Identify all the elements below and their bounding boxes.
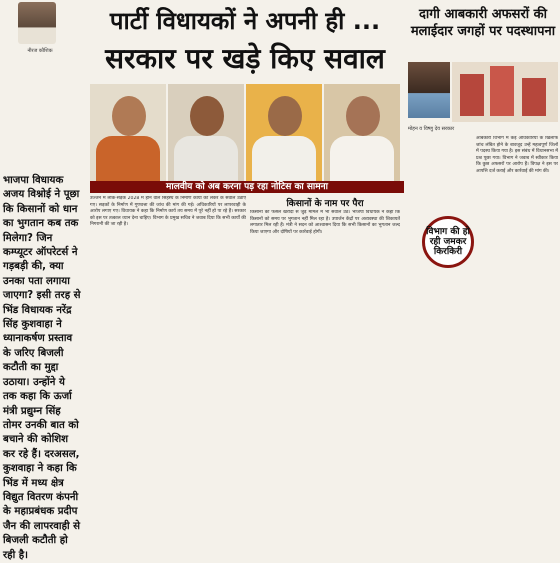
byline-photo xyxy=(18,2,56,44)
article-body-right xyxy=(250,210,400,388)
right-column xyxy=(408,0,560,404)
article-text: उज्जैन में लोक-सड़क 2028 में होने वाले सिंहस्थ के निर्माण कार्यों को लेकर के सवाल उठाए गए। सड़कों के निर्माण में गुणवत्ता की जांच की मांग की गई। अधिकारियों पर लापरवाही के आरोप लगाए गए। विधायक ने कहा कि निर्माण कार्य तय समय में पूरे नहीं हो पा रहे हैं। सरकार को इस पर तत्काल ध्यान देना चाहिए। विभाग के प्रमुख सचिव ने जवाब दिया कि सभी कार्यों की निगरानी की जा रही है। xyxy=(90,196,246,227)
callout-circle: विभाग की हो रही जमकर किरकिरी xyxy=(422,216,474,268)
politician-photos xyxy=(90,84,402,182)
article-body-left xyxy=(90,196,246,388)
politician-photo xyxy=(246,84,322,182)
headline-line-1: पार्टी विधायकों ने अपनी ही ... xyxy=(109,7,381,35)
pull-quote: भाजपा विधायक अजय विश्नोई ने पूछा कि किसानों को धान का भुगतान कब तक मिलेगा? जिन कम्प्यूटर ऑपरेटर्स ने गड़बड़ी की, क्या उनका पता लगाया जाएगा? इसी तरह से भिंड विधायक नरेंद्र सिंह कुशवाहा ने ध्यानाकर्षण प्रस्ताव के जरिए बिजली कटौती का मुद्दा उठाया। उन्होंने ये तक कहा कि ऊर्जा मंत्री प्रद्युम्न सिंह तोमर उनकी बात को बचाने की कोशिश कर रहे हैं। दरअसल, कुशवाहा ने कहा कि भिंड में मध्य क्षेत्र विद्युत वितरण कंपनी के महाप्रबंधक प्रदीप जैन की लापरवाही से बिजली कटौती हो रही है। xyxy=(3,175,81,561)
building-photo xyxy=(452,62,558,122)
article-text: किसानों की फसल खरीदी से जुड़े मामले में भी सवाल उठे। भाजपा विधायक ने कहा कि किसानों को समय पर भुगतान नहीं मिल रहा है। उपार्जन केंद्रों पर अव्यवस्था की शिकायतें लगातार मिल रही हैं। मंत्री ने सदन को आश्वासन दिया कि सभी किसानों का भुगतान जल्द किया जाएगा और दोषियों पर कार्रवाई होगी। xyxy=(250,210,400,235)
politician-photo xyxy=(90,84,166,182)
byline-name: नीरज कौशिक xyxy=(27,48,53,54)
side-article-body xyxy=(476,136,558,396)
article-subhead: किसानों के नाम पर पैरा xyxy=(286,199,364,209)
politician-photo xyxy=(168,84,244,182)
photo-caption: मोहन व विष्णु देव सरकार xyxy=(408,126,455,132)
officer-photo xyxy=(408,62,450,118)
politician-photo xyxy=(324,84,400,182)
main-headline xyxy=(86,6,404,76)
left-column xyxy=(0,0,82,561)
article-text: आबकारी विभाग में कई अधिकारियों के खिलाफ जांच लंबित होने के बावजूद उन्हें महत्वपूर्ण जिलों में पदस्थ किया गया है। इस संबंध में विधानसभा में प्रश्न पूछा गया। विभाग ने जवाब में स्वीकार किया कि कुछ अफसरों पर आरोप हैं। विपक्ष ने इस पर आपत्ति दर्ज कराई और कार्रवाई की मांग की। xyxy=(476,136,558,174)
news-banner: मालवीय को अब करना पड़ रहा नोटिस का सामना xyxy=(90,181,404,193)
headline-line-2: सरकार पर खड़े किए सवाल xyxy=(105,42,385,75)
side-headline: दागी आबकारी अफसरों की मलाईदार जगहों पर पदस्थापना xyxy=(410,7,556,39)
